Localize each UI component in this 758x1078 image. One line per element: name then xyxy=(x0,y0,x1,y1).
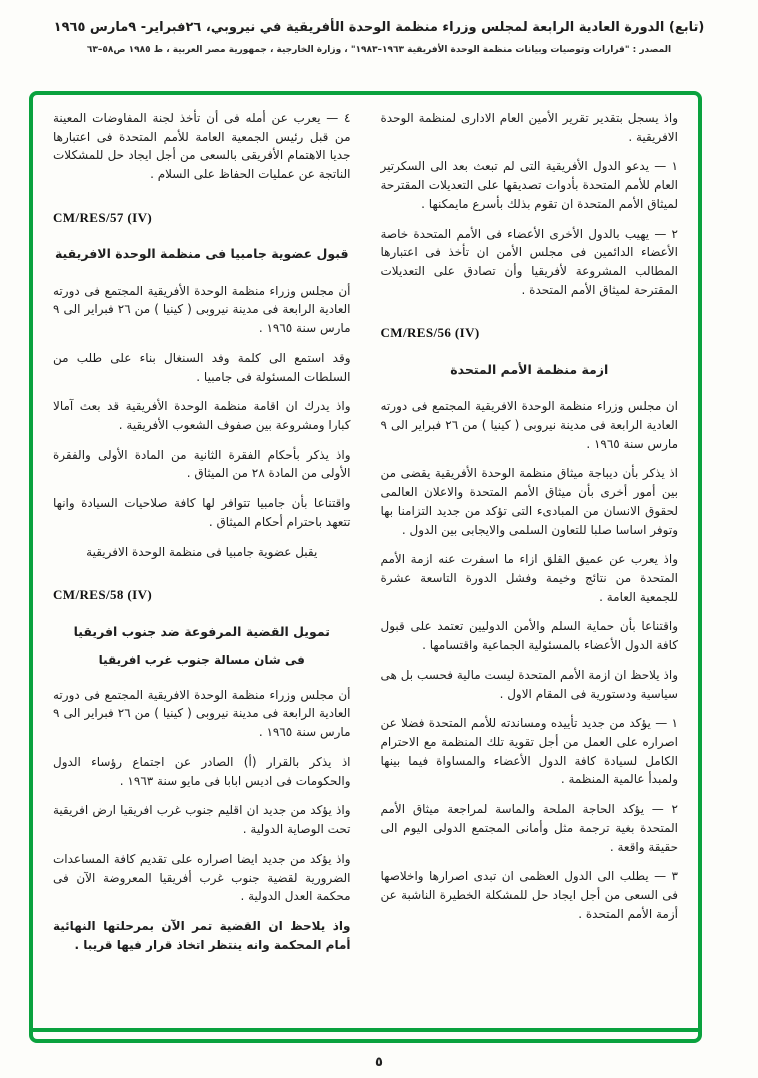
paragraph: واقتناعا بأن جامبيا تتوافر لها كافة صلاحيات السيادة وانها تتعهد باحترام أحكام الميثاق . xyxy=(53,496,351,529)
paragraph: ١ — يؤكد من جديد تأييده ومساندته للأمم المتحدة فضلا عن اصراره على العمل من أجل تقوية تلك المنظمة مع الاحترام الكامل لسيادة كافة الدول الأعضاء والمساواة فيما بينها ولمبدأ عالمية المنظمة . xyxy=(380,716,678,787)
operative-clause: يقبل عضوية جامبيا فى منظمة الوحدة الافريقية xyxy=(86,544,318,559)
section-heading: قبول عضوية جامبيا فى منظمة الوحدة الافريقية xyxy=(54,246,349,262)
resolution-code: CM/RES/56 (IV) xyxy=(380,325,480,341)
paragraph: واذ يسجل بتقدير تقرير الأمين العام الادارى لمنظمة الوحدة الافريقية . xyxy=(380,111,678,144)
column-left xyxy=(53,109,351,1017)
two-column-body xyxy=(53,109,678,1017)
section-heading: تمويل القضية المرفوعة ضد جنوب افريقيا xyxy=(73,623,330,639)
resolution-code: CM/RES/58 (IV) xyxy=(53,587,153,603)
paragraph: واذ يلاحظ ان ازمة الأمم المتحدة ليست مالية فحسب بل هى سياسية ودستورية فى المقام الاول . xyxy=(380,667,678,701)
paragraph: واذ يعرب عن عميق القلق ازاء ما اسفرت عنه ازمة الأمم المتحدة من نتائج وخيمة وفشل الدورة التاسعة عشرة للجمعية العامة . xyxy=(380,552,678,604)
paragraph: ٢ — يهيب بالدول الأخرى الأعضاء فى الأمم المتحدة خاصة الأعضاء الدائمين فى مجلس الأمن ان تأخذ فى اعتبارها المطالب المشروعة لأفريقيا وأن تصادق على التعديلات المقترحة لميثاق الأمم المتحدة . xyxy=(380,226,678,297)
paragraph: اذ يذكر بأن ديباجة ميثاق منظمة الوحدة الأفريقية يقضى من بين أمور أخرى بأن ميثاق الأمم المتحدة والاعلان العالمى لحقوق الانسان من المبادىء التى تؤكد من جديد التزامنا بها وتوفر اساسا صلبا للتعاون السلمى والايجابى بين الدول . xyxy=(380,466,678,537)
section-heading: ازمة منظمة الأمم المتحدة xyxy=(450,361,609,377)
paragraph: ٣ — يطلب الى الدول العظمى ان تبدى اصرارها واخلاصها فى السعى من أجل ايجاد حل للمشكلة الخطيرة الناشبة عن أزمة الأمم المتحدة . xyxy=(380,869,678,921)
paragraph: ان مجلس وزراء منظمة الوحدة الافريقية المجتمع فى دورته العادية الرابعة فى مدينة نيروبى ( كينيا ) من ٢٦ فبراير الى ٩ مارس سنة ١٩٦٥ . xyxy=(380,399,678,451)
paragraph: أن مجلس وزراء منظمة الوحدة الأفريقية المجتمع فى دورته العادية الرابعة فى مدينة نيروبى ( كينيا ) من ٢٦ فبراير الى ٩ مارس سنة ١٩٦٥ . xyxy=(53,283,351,336)
paragraph: ١ — يدعو الدول الأفريقية التى لم تبعث بعد الى السكرتير العام للأمم المتحدة بأدوات تصديقها على التعديلات المقترحة لميثاق الأمم المتحدة ان تقوم بذلك بأسرع مايمكنها . xyxy=(380,159,678,211)
paragraph: ٢ — يؤكد الحاجة الملحة والماسة لمراجعة ميثاق الأمم المتحدة بغية ترجمة مثل وأمانى المجتمع الدولى اليوم الى حقيقة واقعة . xyxy=(380,802,678,854)
header-title: (تابع) الدورة العادية الرابعة لمجلس وزراء منظمة الوحدة الأفريقية في نيروبي، ٢٦فبراير- ٩مارس ١٩٦٥ xyxy=(53,20,705,35)
resolution-code: CM/RES/57 (IV) xyxy=(53,209,153,225)
section-subheading: فى شان مسالة جنوب غرب افريقيا xyxy=(98,653,305,668)
paragraph: واذ يؤكد من جديد ايضا اصراره على تقديم كافة المساعدات الضرورية لقضية جنوب غرب أفريقيا المعروضة الآن فى محكمة العدل الدولية . xyxy=(53,851,351,904)
paragraph: واذ يؤكد من جديد ان اقليم جنوب غرب افريقيا ارض افريقية تحت الوصاية الدولية . xyxy=(53,803,351,837)
header-source: المصدر : "قرارات وتوصيات وبيانات منظمة الوحدة الأفريقية ١٩٦٣–١٩٨٣" ، وزارة الخارجية ، جمهورية مصر العربية ، ط ١٩٨٥ ص٥٨–٦٣ xyxy=(86,45,672,55)
paragraph: اذ يذكر بالقرار (أ) الصادر عن اجتماع رؤساء الدول والحكومات فى اديس ابابا فى مايو سنة ١٩٦٣ . xyxy=(53,754,351,788)
paragraph: واذ يدرك ان اقامة منظمة الوحدة الأفريقية قد بعث آمالا كبارا ومشروعة بين صفوف الشعوب الأفريقية . xyxy=(53,399,351,432)
column-right xyxy=(381,109,679,1017)
paragraph: واذ يلاحظ ان القضية تمر الآن بمرحلتها النهائية أمام المحكمة وانه ينتظر اتخاذ قرار فيها قريبا . xyxy=(53,918,351,952)
page-number: ٥ xyxy=(375,1055,383,1070)
paragraph: واذ يذكر بأحكام الفقرة الثانية من المادة الأولى والفقرة الأولى من المادة ٢٨ من الميثاق . xyxy=(53,447,351,481)
page-header xyxy=(18,20,740,55)
paragraph: ٤ — يعرب عن أمله فى أن تأخذ لجنة المفاوضات المعينة من قبل رئيس الجمعية العامة للأمم المتحدة فى اعتبارها جديا الاهتمام الأفريقى بالسعى من أجل ايجاد حل للمشكلات الناتجة عن عمليات الحفاظ على السلام . xyxy=(53,111,351,182)
paragraph: واقتناعا بأن حماية السلم والأمن الدوليين تعتمد على قبول كافة الدول الأعضاء بالمسئولية الجماعية واقتسامها . xyxy=(380,619,678,653)
paragraph: أن مجلس وزراء منظمة الوحدة الافريقية المجتمع فى دورته العادية الرابعة فى مدينة نيروبى ( كينيا ) من ٢٦ فبراير الى ٩ مارس سنة ١٩٦٥ . xyxy=(53,687,351,740)
content-frame xyxy=(29,91,702,1043)
paragraph: وقد استمع الى كلمة وفد السنغال بناء على طلب من السلطات المسئولة فى جامبيا . xyxy=(53,350,351,384)
